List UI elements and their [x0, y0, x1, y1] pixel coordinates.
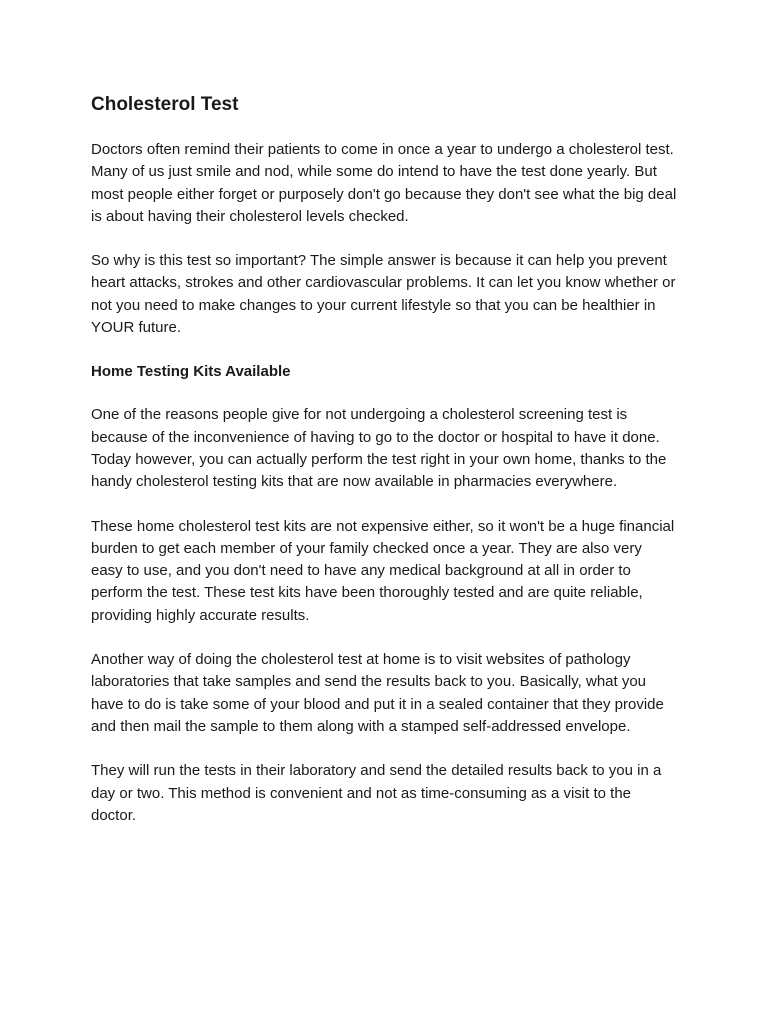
paragraph: These home cholesterol test kits are not expensive either, so it won't be a huge financial burden to get each member of your family checked once a year. They are also very easy to use, and you don't need to have any medical background at all in order to perform the test. These test kits have been thoroughly tested and are quite reliable, providing highly accurate results.	[91, 517, 675, 624]
paragraph: Another way of doing the cholesterol test at home is to visit websites of pathology laboratories that take samples and send the results back to you. Basically, what you have to do is take some of your blood and put it in a sealed container that they provide and then mail the sample to them along with a stamped self-addressed envelope.	[91, 651, 664, 735]
paragraph: Doctors often remind their patients to come in once a year to undergo a cholesterol test. Many of us just smile and nod, while some do intend to have the test done yearly. But most people either forget or purposely don't go because they don't see what the big deal is about having their cholesterol levels checked.	[91, 141, 677, 225]
paragraph: They will run the tests in their laboratory and send the detailed results back to you in a day or two. This method is convenient and not as time-consuming as a visit to the doctor.	[91, 762, 662, 824]
paragraph: So why is this test so important? The simple answer is because it can help you prevent heart attacks, strokes and other cardiovascular problems. It can let you know whether or not you need to make changes to your current lifestyle so that you can be healthier in YOUR future.	[91, 252, 676, 337]
document-page	[91, 93, 677, 849]
paragraph: One of the reasons people give for not undergoing a cholesterol screening test is because of the inconvenience of having to go to the doctor or hospital to have it done. Today however, you can actually perform the test right in your own home, thanks to the handy cholesterol testing kits that are now available in pharmacies everywhere.	[91, 406, 667, 491]
document-title: Cholesterol Test	[91, 94, 239, 115]
section-heading: Home Testing Kits Available	[91, 363, 291, 381]
